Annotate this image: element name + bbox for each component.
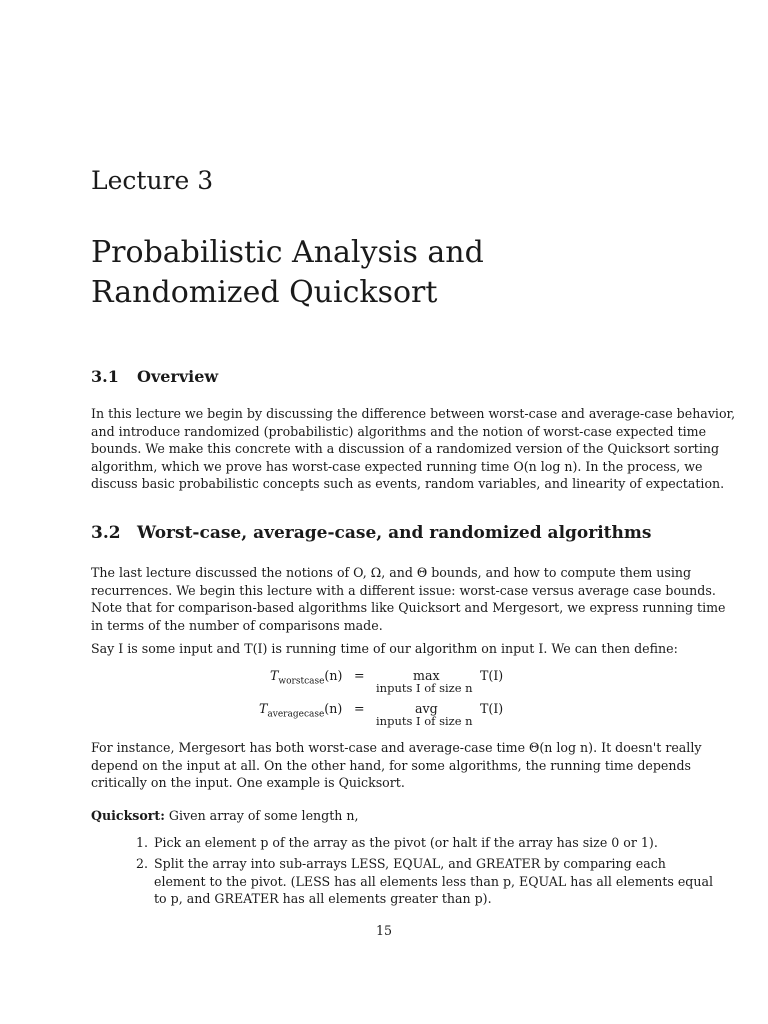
list-number: 1. — [136, 835, 149, 850]
text-line: element to the pivot. (LESS has all elements less than p, EQUAL has all elements equal — [154, 873, 714, 889]
text-line: In this lecture we begin by discussing the difference between worst-case and average-case behavior, — [91, 406, 736, 421]
text-line: Pick an element p of the array as the pivot (or halt if the array has size 0 or 1). — [154, 835, 658, 850]
text-line: Say I is some input and T(I) is running time of our algorithm on input I. We can then define: — [91, 641, 678, 656]
equation-subscript: inputs I of size n — [376, 714, 473, 728]
equation-subscript: inputs I of size n — [376, 681, 473, 695]
text-line: The last lecture discussed the notions of O, Ω, and Θ bounds, and how to compute them using — [91, 565, 692, 580]
equation-averagecase-lhs: $T_{averagecase}(n)$ — [259, 701, 343, 720]
text-line: and introduce randomized (probabilistic) algorithms and the notion of worst-case expected time — [91, 423, 707, 439]
title-line: Randomized Quicksort — [91, 275, 438, 310]
equation-equals: = — [354, 668, 365, 683]
text-line: bounds. We make this concrete with a discussion of a randomized version of the Quicksort sorting — [91, 441, 720, 456]
section-title: Worst-case, average-case, and randomized algorithms — [137, 523, 652, 543]
text-line: Note that for comparison-based algorithms like Quicksort and Mergesort, we express running time — [91, 600, 726, 615]
text-line: algorithm, which we prove has worst-case expected running time O(n log n). In the process, we — [91, 458, 703, 474]
section-number: 3.2 — [91, 523, 121, 543]
list-number: 2. — [136, 856, 149, 871]
quicksort-text: Given array of some length n, — [164, 808, 359, 823]
worst-case-paragraph — [91, 564, 726, 634]
define-paragraph — [91, 640, 679, 658]
section-number: 3.1 — [91, 367, 119, 386]
text-line: recurrences. We begin this lecture with a different issue: worst-case versus average case bounds. — [91, 582, 716, 598]
text-line: in terms of the number of comparisons made. — [91, 617, 383, 633]
chapter-title — [91, 233, 484, 313]
text-line: For instance, Mergesort has both worst-case and average-case time Θ(n log n). It doesn't really — [91, 740, 702, 755]
equation-max-operator: max — [413, 668, 440, 683]
overview-paragraph — [91, 405, 736, 493]
mergesort-paragraph — [91, 739, 702, 792]
quicksort-label: Quicksort: — [91, 808, 165, 823]
section-heading-worst-case — [91, 523, 651, 543]
equation-equals: = — [354, 701, 365, 716]
lecture-number: Lecture 3 — [91, 166, 214, 195]
text-line: depend on the input at all. On the other hand, for some algorithms, the running time depends — [91, 757, 691, 773]
text-line: to p, and GREATER has all elements greater than p). — [154, 891, 492, 906]
equation-rhs: T(I) — [480, 701, 504, 716]
equation-avg-operator: avg — [415, 701, 438, 716]
equation-worstcase-lhs: $T_{worstcase}(n)$ — [270, 668, 343, 687]
quicksort-definition — [91, 807, 679, 825]
text-line: critically on the input. One example is Quicksort. — [91, 775, 405, 790]
section-title: Overview — [137, 367, 219, 386]
title-line: Probabilistic Analysis and — [91, 235, 484, 270]
page-number: 15 — [375, 923, 393, 938]
text-line: Split the array into sub-arrays LESS, EQUAL, and GREATER by comparing each — [154, 856, 666, 871]
equation-rhs: T(I) — [480, 668, 504, 683]
text-line: discuss basic probabilistic concepts such as events, random variables, and linearity of expectation. — [91, 476, 725, 491]
section-heading-overview — [91, 367, 218, 386]
